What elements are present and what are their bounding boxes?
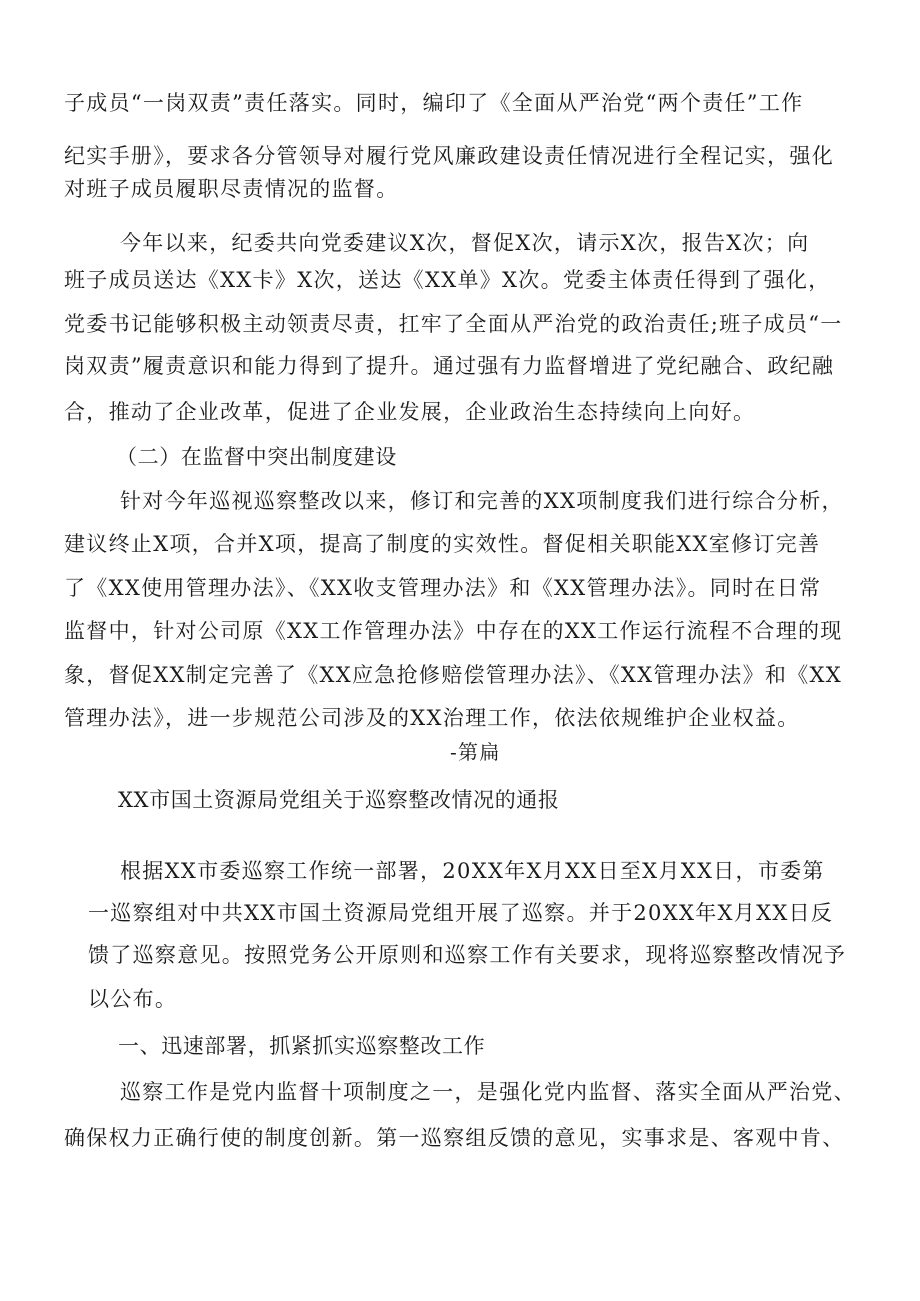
paragraph-4-line-2: 一巡察组对中共XX市国土资源局党组开展了巡察。并于20XX年X月XX日反 [88, 901, 834, 925]
paragraph-2-line-5: 合，推动了企业改革，促进了企业发展，企业政治生态持续向上向好。 [64, 400, 756, 424]
paragraph-3-line-6: 管理办法》，进一步规范公司涉及的XX治理工作，依法依规维护企业权益。 [64, 706, 800, 730]
part-label: -第扁 [450, 740, 501, 764]
paragraph-2-line-2: 班子成员送达《XX卡》X次，送达《XX单》X次。党委主体责任得到了强化， [64, 268, 831, 292]
paragraph-4-line-1: 根据XX市委巡察工作统一部署，20XX年X月XX日至X月XX日，市委第 [120, 859, 825, 883]
paragraph-3-line-3: 了《XX使用管理办法》、《XX收支管理办法》和《XX管理办法》。同时在日常 [64, 576, 822, 600]
paragraph-3-line-1: 针对今年巡视巡察整改以来，修订和完善的XX项制度我们进行综合分析， [120, 489, 844, 513]
paragraph-3-line-4: 监督中，针对公司原《XX工作管理办法》中存在的XX工作运行流程不合理的现 [64, 619, 843, 643]
paragraph-3-line-5: 象，督促XX制定完善了《XX应急抢修赔偿管理办法》、《XX管理办法》和《XX [64, 663, 842, 687]
article-title: XX市国土资源局党组关于巡察整改情况的通报 [118, 788, 560, 812]
paragraph-5-line-2: 确保权力正确行使的制度创新。第一巡察组反馈的意见，实事求是、客观中肯、 [64, 1126, 845, 1150]
paragraph-4-line-4: 以公布。 [88, 987, 178, 1011]
paragraph-4-line-3: 馈了巡察意见。按照党务公开原则和巡察工作有关要求，现将巡察整改情况予 [88, 943, 847, 967]
paragraph-5-line-1: 巡察工作是党内监督十项制度之一，是强化党内监督、落实全面从严治党、 [120, 1080, 856, 1104]
paragraph-1-line-3: 对班子成员履职尽责情况的监督。 [64, 177, 399, 201]
paragraph-2-line-4: 岗双责”履责意识和能力得到了提升。通过强有力监督增进了党纪融合、政纪融 [64, 354, 835, 378]
paragraph-1-line-2: 纪实手册》，要求各分管领导对履行党风廉政建设责任情况进行全程记实，强化 [64, 144, 834, 168]
section-heading-2: （二）在监督中突出制度建设 [116, 445, 397, 469]
paragraph-2-line-3: 党委书记能够积极主动领责尽责，扛牢了全面从严治党的政治责任;班子成员“一 [64, 312, 843, 336]
paragraph-2-line-1: 今年以来，纪委共向党委建议X次，督促X次，请示X次，报告X次；向 [120, 231, 810, 255]
paragraph-1-line-1: 子成员“一岗双责”责任落实。同时，编印了《全面从严治党“两个责任”工作 [64, 91, 804, 115]
section-heading-1: 一、迅速部署，抓紧抓实巡察整改工作 [118, 1034, 486, 1058]
paragraph-3-line-2: 建议终止X项，合并X项，提高了制度的实效性。督促相关职能XX室修订完善 [64, 532, 821, 556]
